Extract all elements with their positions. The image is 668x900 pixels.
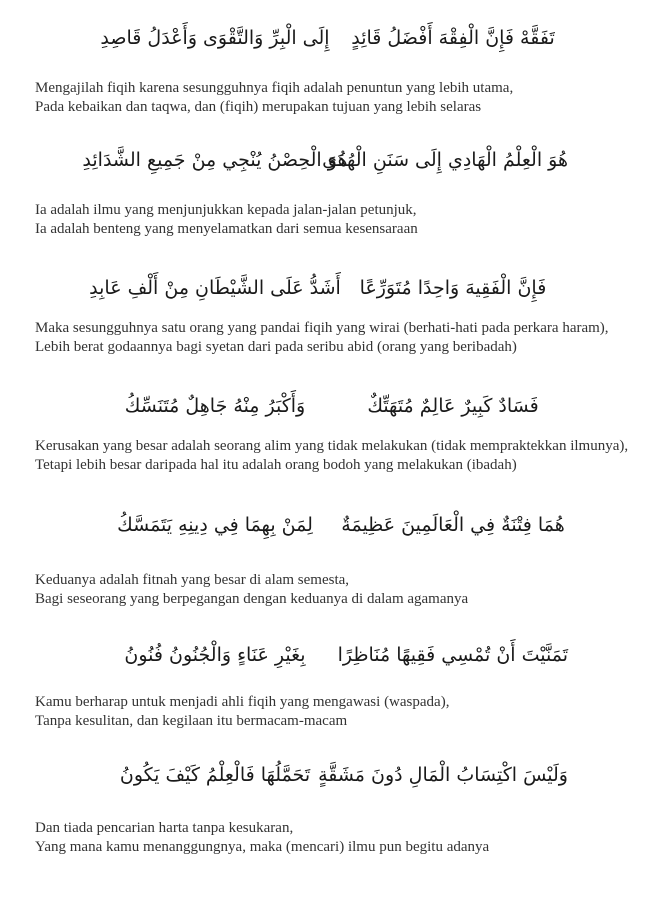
verse-translation (35, 437, 665, 475)
translation-line-2: Tanpa kesulitan, dan kegilaan itu bermacam-macam (35, 713, 348, 729)
verse-first-hemistich: تَفَقَّهْ فَإِنَّ الْفِقْهَ أَفْضَلُ قَائِدٍ (351, 27, 555, 49)
verse-second-hemistich: أَشَدُّ عَلَى الشَّيْطَانِ مِنْ أَلْفِ عَابِدِ (89, 277, 341, 299)
verse-translation (35, 571, 665, 609)
verse-translation (35, 201, 665, 239)
verse-second-hemistich: لِمَنْ بِهِمَا فِي دِينِهِ يَتَمَسَّكُ (117, 514, 313, 536)
verse-second-hemistich: إِلَى الْبِرِّ وَالتَّقْوَى وَأَعْدَلُ قَاصِدِ (100, 27, 330, 49)
verse-second-hemistich: هُوَ الْحِصْنُ يُنْجِي مِنْ جَمِيعِ الشَّدَائِدِ (82, 149, 348, 171)
translation-line-1: Mengajilah fiqih karena sesungguhnya fiqih adalah penuntun yang lebih utama, (35, 80, 514, 96)
verse-first-hemistich: فَسَادٌ كَبِيرٌ عَالِمٌ مُتَهَتِّكٌ (367, 395, 539, 417)
verse-first-hemistich: فَإِنَّ الْفَقِيهَ وَاحِدًا مُتَوَرِّعًا (359, 277, 547, 299)
verse-second-hemistich: بِغَيْرِ عَنَاءٍ وَالْجُنُونُ فُنُونُ (124, 644, 306, 666)
arabic-verse (0, 635, 668, 675)
verse-first-hemistich: تَمَنَّيْتَ أَنْ تُمْسِي فَقِيهًا مُنَاظِرًا (337, 644, 568, 666)
arabic-verse (0, 505, 668, 545)
verse-translation (35, 693, 665, 731)
verse-first-hemistich: هُمَا فِتْنَةٌ فِي الْعَالَمِينَ عَظِيمَةٌ (341, 514, 565, 536)
arabic-verse (0, 268, 668, 308)
translation-line-1: Keduanya adalah fitnah yang besar di alam semesta, (35, 572, 350, 588)
translation-line-2: Ia adalah benteng yang menyelamatkan dari semua kesensaraan (35, 221, 418, 237)
verse-first-hemistich: هُوَ الْعِلْمُ الْهَادِي إِلَى سَنَنِ الْهُدَى (322, 149, 568, 171)
translation-line-1: Ia adalah ilmu yang menjunjukkan kepada jalan-jalan petunjuk, (35, 202, 417, 218)
translation-line-1: Kamu berharap untuk menjadi ahli fiqih yang mengawasi (waspada), (35, 694, 450, 710)
verse-translation (35, 819, 665, 857)
arabic-verse (0, 755, 668, 795)
translation-line-2: Yang mana kamu menanggungnya, maka (mencari) ilmu pun begitu adanya (35, 839, 490, 855)
arabic-verse (0, 386, 668, 426)
translation-line-2: Pada kebaikan dan taqwa, dan (fiqih) merupakan tujuan yang lebih selaras (35, 99, 482, 115)
verse-translation (35, 319, 665, 357)
arabic-verse (0, 18, 668, 58)
verse-second-hemistich: تَحَمَّلُهَا فَالْعِلْمُ كَيْفَ يَكُونُ (119, 764, 311, 786)
translation-line-2: Lebih berat godaannya bagi syetan dari pada seribu abid (orang yang beribadah) (35, 339, 517, 355)
verse-first-hemistich: وَلَيْسَ اكْتِسَابُ الْمَالِ دُونَ مَشَقَّةٍ (318, 764, 568, 786)
translation-line-2: Bagi seseorang yang berpegangan dengan keduanya di dalam agamanya (35, 591, 469, 607)
verse-translation (35, 79, 665, 117)
arabic-verse (0, 140, 668, 180)
translation-line-1: Dan tiada pencarian harta tanpa kesukaran, (35, 820, 294, 836)
translation-line-2: Tetapi lebih besar daripada hal itu adalah orang bodoh yang melakukan (ibadah) (35, 457, 517, 473)
translation-line-1: Kerusakan yang besar adalah seorang alim yang tidak melakukan (tidak mempraktekkan ilmunya), (35, 438, 629, 454)
verse-second-hemistich: وَأَكْبَرُ مِنْهُ جَاهِلٌ مُتَنَسِّكُ (124, 395, 306, 417)
translation-line-1: Maka sesungguhnya satu orang yang pandai fiqih yang wirai (berhati-hati pada perkara haram), (35, 320, 609, 336)
